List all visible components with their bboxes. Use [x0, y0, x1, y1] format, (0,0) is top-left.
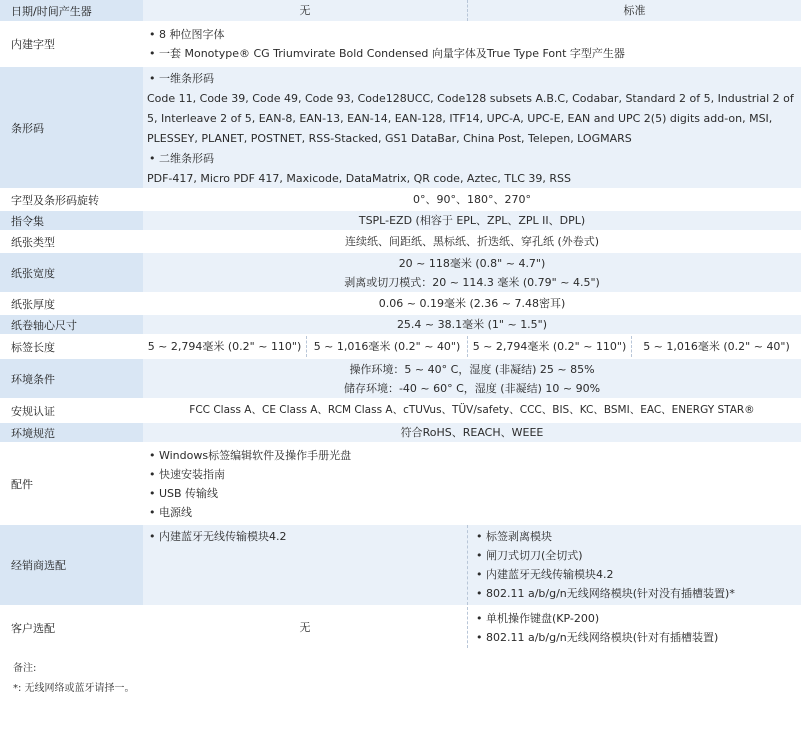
row-label: 条形码 [0, 67, 143, 188]
list-item: • 一维条形码 [149, 72, 214, 85]
row-label: 纸张宽度 [0, 253, 143, 292]
row-fonts [0, 21, 801, 65]
row-media-width [0, 251, 801, 292]
list-item: • 闸刀式切刀(全切式) [476, 549, 583, 562]
row-label: 环境条件 [0, 359, 143, 398]
row-label: 纸张厚度 [0, 294, 143, 313]
row-value [143, 23, 801, 65]
user-standard-col: 无 [143, 607, 468, 648]
col-none: 无 [143, 0, 468, 21]
value-line: 操作环境：5 ~ 40° C，湿度 (非凝结) 25 ~ 85% [349, 362, 595, 376]
row-value: 25.4 ~ 38.1毫米 (1" ~ 1.5") [143, 315, 801, 334]
row-value [143, 607, 801, 648]
row-value [143, 359, 801, 398]
list-item: • 二维条形码 [149, 152, 214, 165]
row-value: 连续纸、间距纸、黑标纸、折迭纸、穿孔纸 (外卷式) [143, 232, 801, 251]
row-label: 标签长度 [0, 336, 143, 357]
row-value [143, 67, 801, 188]
row-label: 字型及条形码旋转 [0, 190, 143, 209]
row-barcode [0, 65, 801, 188]
col-standard: 标准 [623, 4, 646, 17]
row-user-options [0, 605, 801, 648]
row-value: TSPL-EZD (相容于 EPL、ZPL、ZPL II、DPL) [143, 211, 801, 230]
row-environment [0, 357, 801, 398]
value-line: 剥离或切刀模式：20 ~ 114.3 毫米 (0.79" ~ 4.5") [344, 275, 600, 289]
row-core [0, 313, 801, 334]
row-value: 0.06 ~ 0.19毫米 (2.36 ~ 7.48密耳) [143, 294, 801, 313]
row-label: 指令集 [0, 211, 143, 230]
list-item: • USB 传输线 [149, 487, 219, 500]
row-label: 内建字型 [0, 23, 143, 65]
user-option-col [468, 607, 801, 648]
row-command [0, 209, 801, 230]
row-label: 经销商选配 [0, 525, 143, 605]
dealer-option-col [468, 525, 801, 605]
list-item: • 内建蓝牙无线传输模块4.2 [149, 530, 287, 543]
list-item: • 单机操作键盘(KP-200) [476, 611, 600, 625]
row-value: 符合RoHS、REACH、WEEE [143, 423, 801, 442]
row-label: 纸卷轴心尺寸 [0, 315, 143, 334]
row-value [143, 0, 801, 21]
row-media-type [0, 230, 801, 251]
row-value [143, 253, 801, 292]
list-item: • 8 种位图字体 [149, 28, 225, 41]
row-dealer-options [0, 523, 801, 605]
row-safety [0, 398, 801, 421]
value-cell: 5 ~ 2,794毫米 (0.2" ~ 110") [143, 336, 307, 357]
row-label-length [0, 334, 801, 357]
row-value: 0°、90°、180°、270° [143, 190, 801, 209]
row-rotation [0, 188, 801, 209]
row-env-regulation [0, 421, 801, 442]
row-label: 环境规范 [0, 423, 143, 442]
list-item: • Windows标签编辑软件及操作手册光盘 [149, 449, 352, 462]
row-media-thickness [0, 292, 801, 313]
row-datetime [0, 0, 801, 21]
row-label: 配件 [0, 444, 143, 523]
value-cell: 5 ~ 1,016毫米 (0.2" ~ 40") [643, 340, 790, 353]
list-item: • 一套 Monotype® CG Triumvirate Bold Condensed 向量字体及True Type Font 字型产生器 [149, 47, 625, 60]
value-cell: 5 ~ 2,794毫米 (0.2" ~ 110") [468, 336, 632, 357]
row-value [143, 444, 801, 523]
list-item: • 电源线 [149, 506, 192, 519]
row-label: 安规认证 [0, 400, 143, 421]
row-value [143, 525, 801, 605]
list-item: • 标签剥离模块 [476, 530, 552, 543]
row-label: 纸张类型 [0, 232, 143, 251]
value-cell: 5 ~ 1,016毫米 (0.2" ~ 40") [307, 336, 468, 357]
row-value [143, 336, 801, 357]
dealer-standard-col [143, 525, 468, 605]
list-item: • 802.11 a/b/g/n无线网络模块(针对有插槽装置) [476, 630, 719, 644]
row-label: 客户选配 [0, 607, 143, 648]
list-item: • 内建蓝牙无线传输模块4.2 [476, 568, 614, 581]
list-item: • 快速安装指南 [149, 468, 225, 481]
row-label: 日期/时间产生器 [0, 0, 143, 21]
barcode-1d-list: Code 11, Code 39, Code 49, Code 93, Code128UCC, Code128 subsets A.B.C, Codabar, Standard 2 of 5, Industrial 2 of 5, Interleave 2 of 5, EAN-8, EAN-13, EAN-14, EAN-128, ITF14, UPC-A, UPC-E, EAN and UPC 2(5) digits add-on, MSI, PLESSEY, PLANET, POSTNET, RSS-Stacked, GS1 DataBar, China Post, Telepen, LOGMARS [147, 92, 794, 145]
row-value: FCC Class A、CE Class A、RCM Class A、cTUVus、TÜV/safety、CCC、BIS、KC、BSMI、EAC、ENERGY STAR® [143, 400, 801, 421]
notes-footnote: *: 无线网络或蓝牙请择一。 [13, 683, 135, 694]
value-line: 20 ~ 118毫米 (0.8" ~ 4.7") [398, 256, 546, 270]
list-item: • 802.11 a/b/g/n无线网络模块(针对没有插槽装置)* [476, 587, 735, 600]
value-line: 储存环境：-40 ~ 60° C，湿度 (非凝结) 10 ~ 90% [343, 381, 601, 395]
row-accessories [0, 442, 801, 523]
notes [13, 659, 135, 699]
notes-title: 备注: [13, 663, 37, 674]
barcode-2d-list: PDF-417, Micro PDF 417, Maxicode, DataMatrix, QR code, Aztec, TLC 39, RSS [147, 172, 571, 185]
